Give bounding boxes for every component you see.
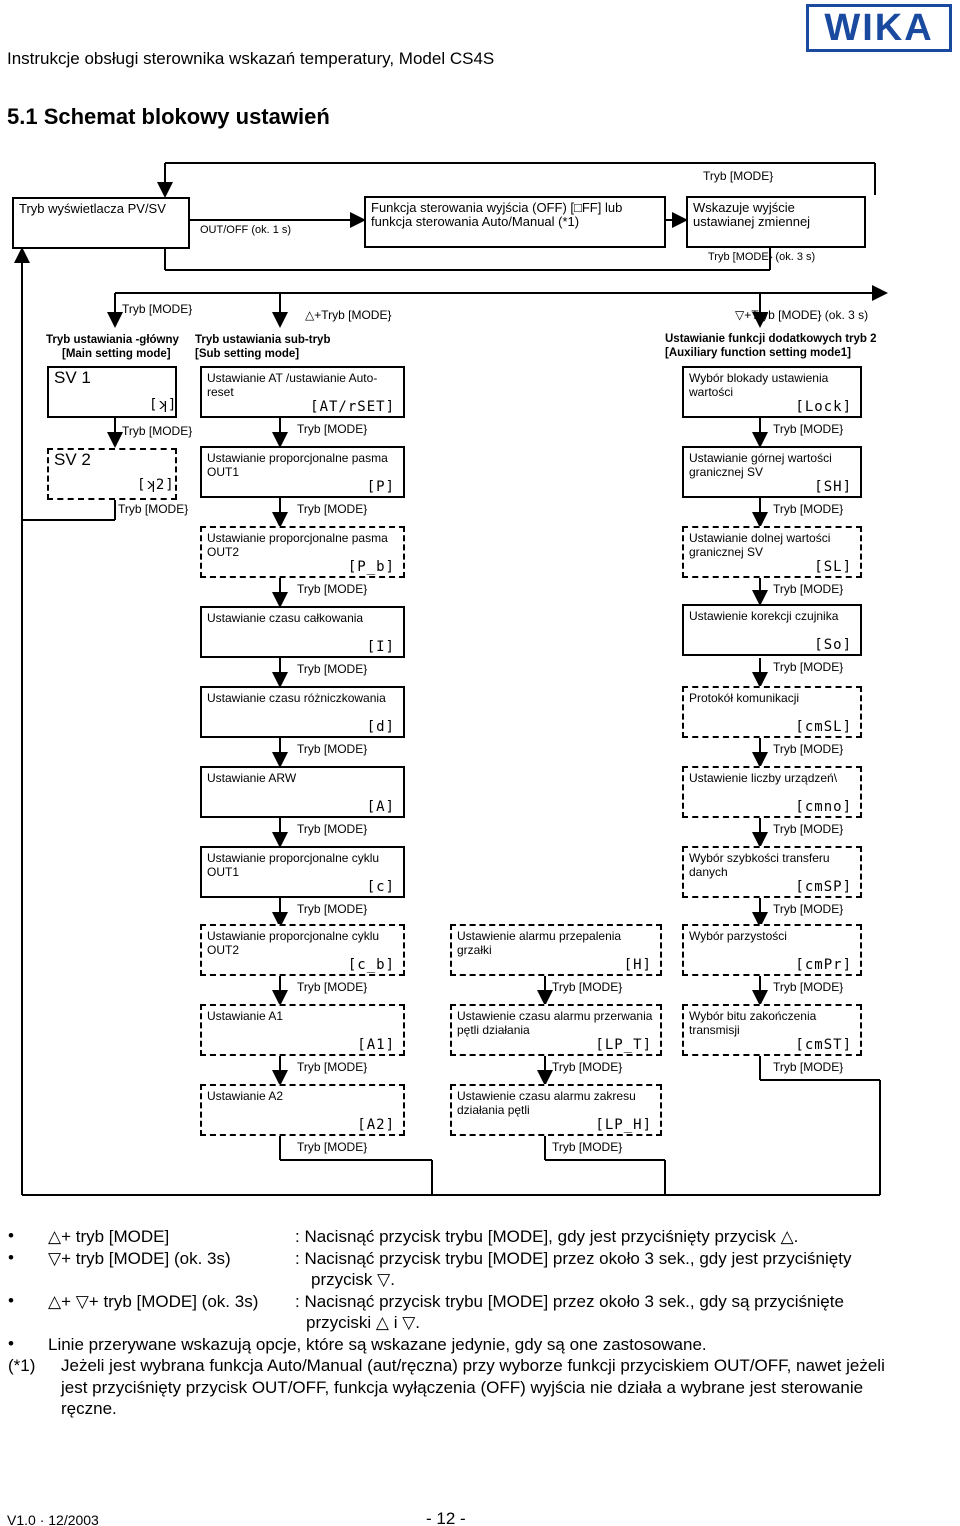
sub-col-box-text: Ustawianie czasu całkowania (207, 611, 364, 625)
main-heading-1: Tryb ustawiania -główny (46, 334, 179, 346)
sub-col-box-code: [c] (366, 879, 395, 895)
section-title: 5.1 Schemat blokowy ustawień (7, 104, 330, 129)
sub-col-box-text: Ustawianie czasu różniczkowania (207, 691, 386, 705)
sub-col-box (200, 686, 405, 738)
aux-top-label (735, 308, 868, 322)
note-line-2: jest przyciśnięty przycisk OUT/OFF, funkcja wyłączenia (OFF) wyjścia nie działa a wybrane jest sterowanie (61, 1378, 864, 1397)
alarm-col-mode-label: Tryb [MODE} (552, 980, 623, 994)
alarm-col-mode-label: Tryb [MODE} (552, 1140, 623, 1154)
sub-col-box-code: [P_b] (347, 559, 395, 575)
mode-label-top: Tryb [MODE} (703, 169, 774, 183)
aux-col-mode-label: Tryb [MODE} (773, 902, 844, 916)
wika-logo: WIKA (806, 4, 952, 52)
sub-col-box (200, 1084, 405, 1136)
sub-col-box (200, 366, 405, 418)
bullet-4: • (8, 1334, 14, 1353)
aux-col-box (682, 686, 862, 738)
aux-col-mode-label: Tryb [MODE} (773, 422, 844, 436)
sub-col-box-text: Ustawianie A1 (207, 1009, 284, 1023)
alarm-col-box-text: Ustawienie czasu alarmu przerwania pętli działania (457, 1009, 653, 1037)
aux-col-box-text: Wybór bitu zakończenia transmisji (689, 1009, 817, 1037)
sub-col-box-code: [A2] (357, 1117, 395, 1133)
aux-col-box-code: [cmPr] (795, 957, 852, 973)
alarm-col-box (450, 1004, 662, 1056)
legend-3-text-b: przyciski △ i ▽. (306, 1313, 420, 1332)
sub-col-box (200, 846, 405, 898)
output-function-line1: Funkcja sterowania wyjścia (OFF) [□FF] lub (371, 200, 623, 215)
sub-col-box-text: Ustawianie ARW (207, 771, 297, 785)
bullet-1: • (8, 1226, 14, 1245)
aux-col-mode-label: Tryb [MODE} (773, 660, 844, 674)
sub-col-mode-label: Tryb [MODE} (297, 902, 368, 916)
sub-col-box-code: [A1] (357, 1037, 395, 1053)
aux-col-box (682, 526, 862, 578)
alarm-col-box (450, 924, 662, 976)
aux-col-box-text: Wybór parzystości (689, 929, 787, 943)
main-mode-label-2: Tryb [MODE} (122, 424, 193, 438)
aux-col-box-code: [cmSL] (795, 719, 852, 735)
sv2-code: [ʞ2] (137, 477, 175, 493)
legend-3-text: : Nacisnąć przycisk trybu [MODE] przez około 3 sek., gdy są przyciśnięte (295, 1292, 844, 1311)
aux-col-box-code: [Lock] (795, 399, 852, 415)
sv2-box (47, 448, 177, 500)
aux-col-box (682, 366, 862, 418)
aux-col-box (682, 924, 862, 976)
sub-col-mode-label: Tryb [MODE} (297, 502, 368, 516)
triangle-up-icon: △ (305, 308, 315, 322)
aux-col-box (682, 846, 862, 898)
aux-top-label-text: +Tryb [MODE} (ok. 3 s) (744, 308, 869, 322)
note-line-1: Jeżeli jest wybrana funkcja Auto/Manual (aut/ręczna) przy wyborze funkcji przyciskiem OUT/OFF, nawet jeżeli (61, 1356, 885, 1375)
aux-col-box (682, 1004, 862, 1056)
sub-col-mode-label: Tryb [MODE} (297, 1140, 368, 1154)
alarm-col-box-code: [H] (623, 957, 652, 973)
footer-page-number: - 12 - (426, 1509, 466, 1526)
sub-col-box-text: Ustawianie proporcjonalne pasma OUT1 (207, 451, 388, 479)
output-function-box (364, 196, 666, 248)
document-header: Instrukcje obsługi sterownika wskazań temperatury, Model CS4S (7, 49, 495, 68)
sub-col-box-text: Ustawianie proporcjonalne cyklu OUT1 (207, 851, 380, 879)
sub-col-mode-label: Tryb [MODE} (297, 822, 368, 836)
aux-col-box-text: Wybór blokady ustawienia wartości (689, 371, 829, 399)
sub-col-box-code: [P] (366, 479, 395, 495)
sub-col-box (200, 446, 405, 498)
pv-display-text: Tryb wyświetlacza PV/SV (19, 201, 166, 216)
note-mark: (*1) (8, 1356, 36, 1375)
aux-col-mode-label: Tryb [MODE} (773, 822, 844, 836)
sub-col-box-code: [c_b] (347, 957, 395, 973)
aux-col-mode-label: Tryb [MODE} (773, 742, 844, 756)
aux-col-box-code: [cmSP] (795, 879, 852, 895)
sub-col-box-text: Ustawianie proporcjonalne cyklu OUT2 (207, 929, 380, 957)
output-function-line2: funkcja sterowania Auto/Manual (*1) (371, 214, 580, 229)
sub-top-label (305, 308, 391, 322)
aux-heading-1: Ustawianie funkcji dodatkowych tryb 2 (665, 333, 877, 345)
sv1-label: SV 1 (54, 368, 91, 387)
sub-col-box-code: [I] (366, 639, 395, 655)
bullet-3: • (8, 1291, 14, 1310)
legend-1-key: △+ tryb [MODE] (48, 1227, 170, 1246)
sub-col-mode-label: Tryb [MODE} (297, 1060, 368, 1074)
aux-col-box-text: Ustawianie dolnej wartości granicznej SV (689, 531, 831, 559)
out-off-label: OUT/OFF (ok. 1 s) (200, 224, 292, 236)
aux-col-mode-label: Tryb [MODE} (773, 582, 844, 596)
sv2-label: SV 2 (54, 450, 91, 469)
footer-version: V1.0 · 12/2003 (7, 1512, 99, 1526)
sub-col-mode-label: Tryb [MODE} (297, 662, 368, 676)
aux-col-box-text: Ustawianie górnej wartości granicznej SV (689, 451, 832, 479)
mode-3s-label: Tryb [MODE} (ok. 3 s) (708, 251, 816, 263)
indicates-output-text: Wskazuje wyjście ustawianej zmiennej (693, 200, 811, 229)
aux-col-mode-label: Tryb [MODE} (773, 1060, 844, 1074)
legend-4-text: Linie przerywane wskazują opcje, które są wskazane jedynie, gdy są one zastosowane. (48, 1335, 707, 1354)
sub-col-box-text: Ustawianie proporcjonalne pasma OUT2 (207, 531, 388, 559)
pv-display-box (12, 197, 190, 249)
legend-3-key: △+ ▽+ tryb [MODE] (ok. 3s) (48, 1292, 259, 1311)
sub-col-box-code: [d] (366, 719, 395, 735)
sub-heading-2: [Sub setting mode] (195, 348, 300, 360)
alarm-col-box-text: Ustawienie alarmu przepalenia grzałki (457, 929, 622, 957)
main-mode-label: Tryb [MODE} (122, 302, 193, 316)
legend-2-text: : Nacisnąć przycisk trybu [MODE] przez około 3 sek., gdy jest przyciśnięty (295, 1249, 852, 1268)
sub-col-mode-label: Tryb [MODE} (297, 582, 368, 596)
sv1-code: [ʞ] (149, 397, 178, 413)
sub-col-box-code: [AT/rSET] (310, 399, 395, 415)
main-mode-label-3: Tryb [MODE} (118, 502, 189, 516)
legend-1-text: : Nacisnąć przycisk trybu [MODE], gdy jest przyciśnięty przycisk △. (295, 1227, 799, 1246)
sub-col-mode-label: Tryb [MODE} (297, 980, 368, 994)
aux-col-mode-label: Tryb [MODE} (773, 980, 844, 994)
aux-col-box-code: [SH] (814, 479, 852, 495)
aux-col-box-code: [cmST] (795, 1037, 852, 1053)
aux-col-box-text: Ustawienie korekcji czujnika (689, 609, 839, 623)
sub-col-box-code: [A] (366, 799, 395, 815)
aux-col-box (682, 766, 862, 818)
aux-col-box (682, 604, 862, 656)
bullet-2: • (8, 1248, 14, 1267)
sub-col-box (200, 766, 405, 818)
aux-col-box-code: [So] (814, 637, 852, 653)
legend-2-key: ▽+ tryb [MODE] (ok. 3s) (48, 1249, 231, 1268)
note-line-3: ręczne. (61, 1399, 117, 1418)
aux-col-box-code: [SL] (814, 559, 852, 575)
sub-col-box (200, 606, 405, 658)
aux-col-mode-label: Tryb [MODE} (773, 502, 844, 516)
sub-col-box (200, 1004, 405, 1056)
sub-col-box-text: Ustawianie AT /ustawianie Auto-reset (207, 371, 378, 399)
sub-heading-1: Tryb ustawiania sub-tryb (195, 334, 331, 346)
sub-col-box (200, 526, 405, 578)
sub-col-box (200, 924, 405, 976)
aux-col-box-code: [cmno] (795, 799, 852, 815)
aux-col-box (682, 446, 862, 498)
legend-2-text-b: przycisk ▽. (311, 1270, 395, 1289)
aux-col-box-text: Wybór szybkości transferu danych (689, 851, 830, 879)
aux-col-box-text: Ustawienie liczby urządzeń\ (689, 771, 838, 785)
sub-top-label-text: +Tryb [MODE} (314, 308, 392, 322)
alarm-col-box-code: [LP_H] (595, 1117, 652, 1133)
sv1-box (47, 366, 177, 418)
alarm-col-mode-label: Tryb [MODE} (552, 1060, 623, 1074)
sub-col-mode-label: Tryb [MODE} (297, 742, 368, 756)
alarm-col-box-code: [LP_T] (595, 1037, 652, 1053)
sub-col-mode-label: Tryb [MODE} (297, 422, 368, 436)
triangle-down-icon: ▽ (735, 308, 745, 322)
main-heading-2: [Main setting mode] (62, 348, 171, 360)
alarm-col-box (450, 1084, 662, 1136)
aux-col-box-text: Protokół komunikacji (689, 691, 800, 705)
indicates-output-box (686, 196, 866, 248)
aux-heading-2: [Auxiliary function setting mode1] (665, 347, 851, 359)
alarm-col-box-text: Ustawienie czasu alarmu zakresu działania pętli (457, 1089, 636, 1117)
sub-col-box-text: Ustawianie A2 (207, 1089, 284, 1103)
